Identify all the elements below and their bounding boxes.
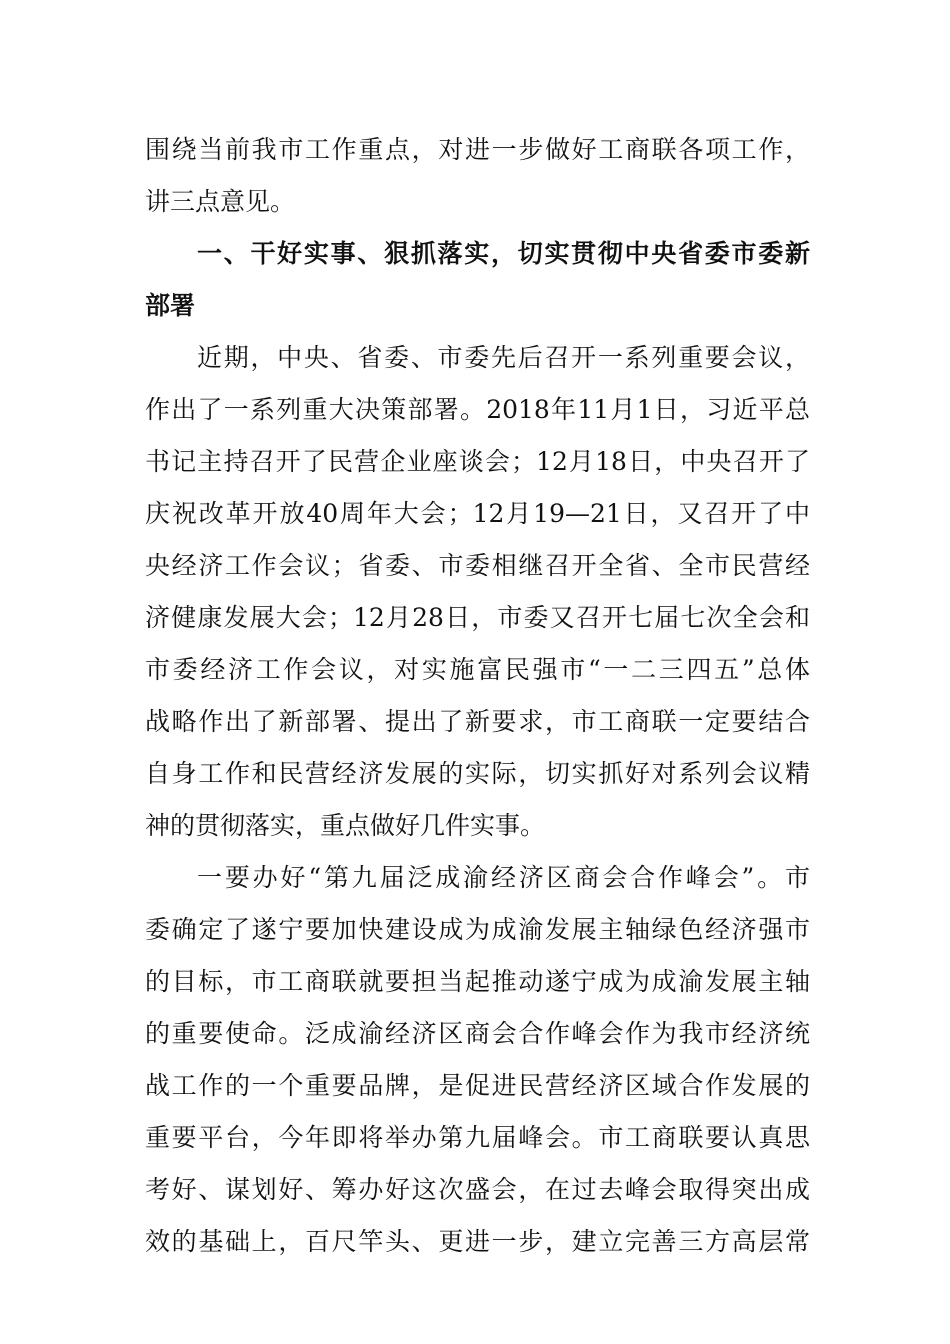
text-line: 庆祝改革开放40周年大会；12月19—21日，又召开了中 <box>145 499 810 528</box>
text-line: 济健康发展大会；12月28日，市委又召开七届七次全会和 <box>145 603 810 632</box>
text-line: 战略作出了新部署、提出了新要求，市工商联一定要结合 <box>145 707 810 736</box>
text-line: 市委经济工作会议，对实施富民强市“一二三四五”总体 <box>145 655 810 684</box>
text-line: 委确定了遂宁要加快建设成为成渝发展主轴绿色经济强市 <box>145 915 810 944</box>
text-line: 近期，中央、省委、市委先后召开一系列重要会议， <box>197 343 810 372</box>
text-line: 围绕当前我市工作重点，对进一步做好工商联各项工作， <box>145 135 810 164</box>
text-line: 自身工作和民营经济发展的实际，切实抓好对系列会议精 <box>145 759 810 788</box>
text-line: 书记主持召开了民营企业座谈会；12月18日，中央召开了 <box>145 447 810 476</box>
text-line: 央经济工作会议；省委、市委相继召开全省、全市民营经 <box>145 551 810 580</box>
text-line: 重要平台，今年即将举办第九届峰会。市工商联要认真思 <box>145 1123 810 1152</box>
text-line: 的目标，市工商联就要担当起推动遂宁成为成渝发展主轴 <box>145 967 810 996</box>
section-heading: 部署 <box>145 291 196 320</box>
text-line: 效的基础上，百尺竿头、更进一步，建立完善三方高层常 <box>145 1227 810 1256</box>
text-line: 神的贯彻落实，重点做好几件实事。 <box>145 811 546 840</box>
text-line: 一要办好“第九届泛成渝经济区商会合作峰会”。市 <box>197 863 810 892</box>
text-line: 讲三点意见。 <box>145 187 296 216</box>
text-line: 战工作的一个重要品牌，是促进民营经济区域合作发展的 <box>145 1071 810 1100</box>
text-line: 考好、谋划好、筹办好这次盛会，在过去峰会取得突出成 <box>145 1175 810 1204</box>
text-line: 的重要使命。泛成渝经济区商会合作峰会作为我市经济统 <box>145 1019 810 1048</box>
text-line: 作出了一系列重大决策部署。2018年11月1日，习近平总 <box>145 395 810 424</box>
section-heading: 一、干好实事、狠抓落实，切实贯彻中央省委市委新 <box>197 239 810 268</box>
